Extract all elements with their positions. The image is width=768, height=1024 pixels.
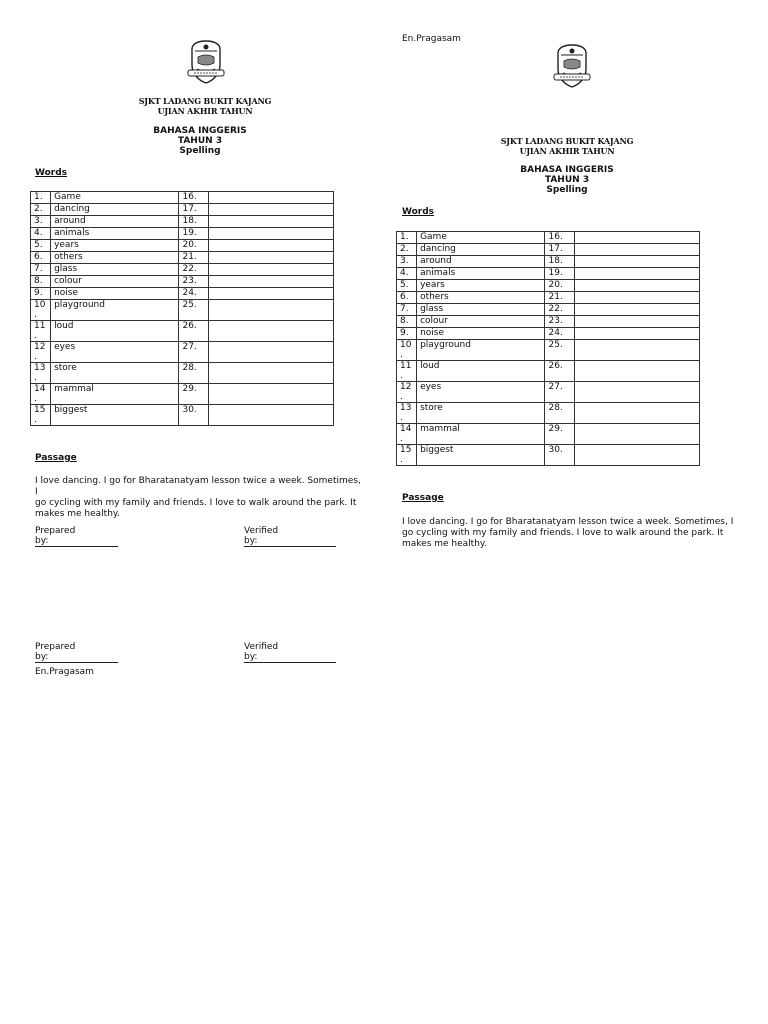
answer-blank <box>574 304 699 316</box>
teacher-name: En.Pragasam <box>402 34 461 44</box>
word-text: glass <box>51 264 179 276</box>
word-text: store <box>417 403 545 424</box>
answer-number: 29. <box>545 424 574 445</box>
verified-by-signature-line <box>244 546 336 547</box>
word-row <box>31 240 334 252</box>
verified-by-signature-line <box>244 662 336 663</box>
answer-number: 27. <box>545 382 574 403</box>
passage-line: go cycling with my family and friends. I love to walk around the park. It <box>35 498 357 508</box>
answer-number: 22. <box>545 304 574 316</box>
word-number: 14 . <box>31 384 51 405</box>
word-number: 11 . <box>397 361 417 382</box>
word-number: 2. <box>397 244 417 256</box>
answer-number: 27. <box>179 342 208 363</box>
answer-blank <box>574 232 699 244</box>
word-row <box>397 292 700 304</box>
answer-number: 18. <box>545 256 574 268</box>
word-text: animals <box>51 228 179 240</box>
class-level: TAHUN 3 <box>177 136 223 146</box>
word-row <box>31 321 334 342</box>
word-number: 4. <box>397 268 417 280</box>
word-row <box>397 316 700 328</box>
word-number: 9. <box>31 288 51 300</box>
word-row <box>397 340 700 361</box>
word-text: around <box>417 256 545 268</box>
word-text: store <box>51 363 179 384</box>
answer-blank <box>208 363 333 384</box>
answer-number: 26. <box>179 321 208 342</box>
word-text: colour <box>417 316 545 328</box>
subject-block <box>100 126 300 156</box>
answer-blank <box>208 204 333 216</box>
word-row <box>31 300 334 321</box>
answer-blank <box>574 268 699 280</box>
subject-block <box>467 165 667 195</box>
word-row <box>31 216 334 228</box>
answer-number: 30. <box>179 405 208 426</box>
word-text: Game <box>417 232 545 244</box>
word-number: 5. <box>31 240 51 252</box>
words-heading: Words <box>402 207 435 217</box>
answer-number: 21. <box>545 292 574 304</box>
answer-blank <box>208 240 333 252</box>
answer-number: 25. <box>545 340 574 361</box>
exam-title: UJIAN AKHIR TAHUN <box>519 146 615 156</box>
prepared-by-label: Prepared by: <box>35 526 76 546</box>
answer-blank <box>574 244 699 256</box>
answer-blank <box>574 382 699 403</box>
word-text: playground <box>417 340 545 361</box>
word-number: 4. <box>31 228 51 240</box>
answer-number: 16. <box>545 232 574 244</box>
word-number: 7. <box>31 264 51 276</box>
word-row <box>31 384 334 405</box>
word-row <box>31 405 334 426</box>
word-text: around <box>51 216 179 228</box>
spelling-table <box>396 231 700 466</box>
answer-number: 19. <box>545 268 574 280</box>
answer-blank <box>574 340 699 361</box>
word-text: others <box>51 252 179 264</box>
word-text: mammal <box>51 384 179 405</box>
answer-blank <box>574 328 699 340</box>
answer-blank <box>208 276 333 288</box>
word-row <box>31 276 334 288</box>
answer-number: 21. <box>179 252 208 264</box>
answer-blank <box>574 316 699 328</box>
verified-by-label: Verified by: <box>244 642 279 662</box>
answer-number: 29. <box>179 384 208 405</box>
word-row <box>397 232 700 244</box>
answer-number: 28. <box>545 403 574 424</box>
school-name: SJKT LADANG BUKIT KAJANG <box>138 96 272 106</box>
answer-number: 22. <box>179 264 208 276</box>
passage-text <box>402 517 737 550</box>
word-number: 8. <box>397 316 417 328</box>
answer-blank <box>208 192 333 204</box>
answer-number: 26. <box>545 361 574 382</box>
prepared-by-signature-line <box>35 546 118 547</box>
school-crest-logo <box>552 43 592 89</box>
word-row <box>31 192 334 204</box>
word-row <box>31 252 334 264</box>
word-text: biggest <box>417 445 545 466</box>
word-number: 10 . <box>31 300 51 321</box>
word-number: 5. <box>397 280 417 292</box>
word-text: playground <box>51 300 179 321</box>
passage-heading: Passage <box>35 453 77 463</box>
prepared-by-signature-line <box>35 662 118 663</box>
word-number: 1. <box>31 192 51 204</box>
word-row <box>397 280 700 292</box>
word-number: 2. <box>31 204 51 216</box>
word-row <box>31 228 334 240</box>
word-row <box>31 264 334 276</box>
word-text: dancing <box>51 204 179 216</box>
word-number: 6. <box>31 252 51 264</box>
word-text: loud <box>417 361 545 382</box>
prepared-by-label: Prepared by: <box>35 642 76 662</box>
answer-blank <box>574 256 699 268</box>
answer-blank <box>208 228 333 240</box>
answer-blank <box>208 405 333 426</box>
answer-number: 20. <box>545 280 574 292</box>
exam-title: UJIAN AKHIR TAHUN <box>157 106 253 116</box>
word-text: dancing <box>417 244 545 256</box>
word-text: colour <box>51 276 179 288</box>
answer-blank <box>574 292 699 304</box>
passage-line: makes me healthy. <box>402 539 487 549</box>
subject-name: BAHASA INGGERIS <box>153 126 247 136</box>
word-text: noise <box>417 328 545 340</box>
word-row <box>397 361 700 382</box>
answer-blank <box>208 300 333 321</box>
word-row <box>397 268 700 280</box>
word-number: 7. <box>397 304 417 316</box>
school-name: SJKT LADANG BUKIT KAJANG <box>500 136 634 146</box>
word-text: loud <box>51 321 179 342</box>
class-level: TAHUN 3 <box>544 175 590 185</box>
school-name-block <box>462 136 672 156</box>
passage-heading: Passage <box>402 493 444 503</box>
paper-title: Spelling <box>179 146 221 156</box>
passage-line: makes me healthy. <box>35 509 120 519</box>
answer-blank <box>208 252 333 264</box>
word-number: 8. <box>31 276 51 288</box>
answer-number: 20. <box>179 240 208 252</box>
word-text: noise <box>51 288 179 300</box>
word-number: 13 . <box>31 363 51 384</box>
word-number: 3. <box>31 216 51 228</box>
word-row <box>397 445 700 466</box>
answer-blank <box>208 384 333 405</box>
word-number: 15 . <box>31 405 51 426</box>
word-row <box>31 204 334 216</box>
word-number: 14 . <box>397 424 417 445</box>
school-name-block <box>100 96 310 116</box>
word-number: 12 . <box>31 342 51 363</box>
passage-line: go cycling with my family and friends. I love to walk around the park. It <box>402 528 724 538</box>
word-text: biggest <box>51 405 179 426</box>
answer-blank <box>208 288 333 300</box>
word-number: 15 . <box>397 445 417 466</box>
answer-blank <box>208 216 333 228</box>
word-number: 12 . <box>397 382 417 403</box>
answer-number: 19. <box>179 228 208 240</box>
word-row <box>397 424 700 445</box>
subject-name: BAHASA INGGERIS <box>520 165 614 175</box>
answer-blank <box>574 361 699 382</box>
answer-number: 28. <box>179 363 208 384</box>
word-row <box>397 256 700 268</box>
spelling-table-body <box>31 192 334 426</box>
paper-title: Spelling <box>546 185 588 195</box>
teacher-name: En.Pragasam <box>35 667 94 677</box>
word-row <box>397 328 700 340</box>
passage-line: I love dancing. I go for Bharatanatyam lesson twice a week. Sometimes, I <box>35 476 361 497</box>
word-text: glass <box>417 304 545 316</box>
word-text: years <box>51 240 179 252</box>
answer-number: 17. <box>545 244 574 256</box>
answer-number: 18. <box>179 216 208 228</box>
spelling-table-body <box>397 232 700 466</box>
word-number: 3. <box>397 256 417 268</box>
spelling-table <box>30 191 334 426</box>
word-number: 1. <box>397 232 417 244</box>
answer-blank <box>208 321 333 342</box>
word-number: 10 . <box>397 340 417 361</box>
answer-blank <box>574 280 699 292</box>
answer-number: 23. <box>179 276 208 288</box>
answer-number: 24. <box>179 288 208 300</box>
passage-text <box>35 476 365 520</box>
word-number: 6. <box>397 292 417 304</box>
words-heading: Words <box>35 168 68 178</box>
word-number: 13 . <box>397 403 417 424</box>
word-text: years <box>417 280 545 292</box>
word-text: animals <box>417 268 545 280</box>
word-row <box>31 363 334 384</box>
answer-blank <box>208 264 333 276</box>
word-number: 11 . <box>31 321 51 342</box>
word-row <box>397 403 700 424</box>
word-row <box>397 382 700 403</box>
word-text: mammal <box>417 424 545 445</box>
verified-by-label: Verified by: <box>244 526 279 546</box>
answer-number: 16. <box>179 192 208 204</box>
word-text: Game <box>51 192 179 204</box>
answer-number: 25. <box>179 300 208 321</box>
answer-number: 23. <box>545 316 574 328</box>
word-row <box>31 288 334 300</box>
answer-number: 30. <box>545 445 574 466</box>
word-text: others <box>417 292 545 304</box>
word-number: 9. <box>397 328 417 340</box>
passage-line: I love dancing. I go for Bharatanatyam lesson twice a week. Sometimes, I <box>402 517 734 527</box>
word-row <box>397 304 700 316</box>
answer-blank <box>574 445 699 466</box>
word-row <box>397 244 700 256</box>
answer-number: 24. <box>545 328 574 340</box>
answer-blank <box>208 342 333 363</box>
answer-blank <box>574 403 699 424</box>
answer-blank <box>574 424 699 445</box>
answer-number: 17. <box>179 204 208 216</box>
word-text: eyes <box>417 382 545 403</box>
word-text: eyes <box>51 342 179 363</box>
word-row <box>31 342 334 363</box>
school-crest-logo <box>186 39 226 85</box>
